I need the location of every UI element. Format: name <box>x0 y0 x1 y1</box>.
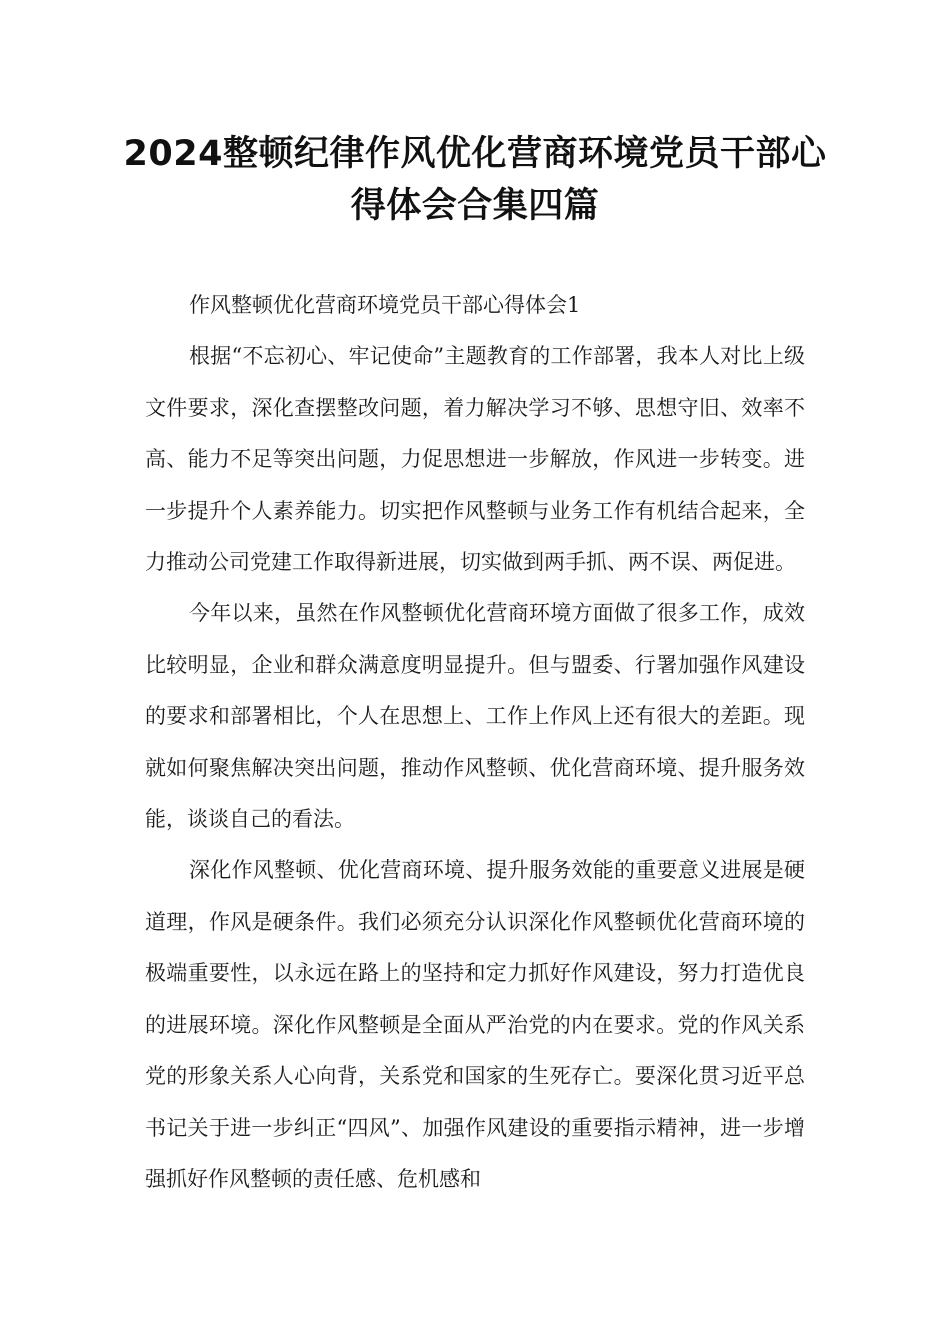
body-paragraph: 深化作风整顿、优化营商环境、提升服务效能的重要意义进展是硬道理，作风是硬条件。我们必须充分认识深化作风整顿优化营商环境的极端重要性，以永远在路上的坚持和定力抓好作风建设，努力打造优良的进展环境。深化作风整顿是全面从严治党的内在要求。党的作风关系党的形象关系人心向背，关系党和国家的生死存亡。要深化贯习近平总书记关于进一步纠正“四风”、加强作风建设的重要指示精神，进一步增强抓好作风整顿的责任感、危机感和 <box>145 858 805 1191</box>
document-title: 2024整顿纪律作风优化营商环境党员干部心得体会合集四篇 <box>123 134 827 226</box>
section-heading: 作风整顿优化营商环境党员干部心得体会1 <box>189 293 581 317</box>
body-paragraph: 根据“不忘初心、牢记使命”主题教育的工作部署，我本人对比上级文件要求，深化查摆整改问题，着力解决学习不够、思想守旧、效率不高、能力不足等突出问题，力促思想进一步解放，作风进一步转变。进一步提升个人素养能力。切实把作风整顿与业务工作有机结合起来，全力推动公司党建工作取得新进展，切实做到两手抓、两不误、两促进。 <box>145 344 805 575</box>
document-body <box>145 280 805 1205</box>
body-paragraph: 今年以来，虽然在作风整顿优化营商环境方面做了很多工作，成效比较明显，企业和群众满意度明显提升。但与盟委、行署加强作风建设的要求和部署相比，个人在思想上、工作上作风上还有很大的差距。现就如何聚焦解决突出问题，推动作风整顿、优化营商环境、提升服务效能，谈谈自己的看法。 <box>145 601 805 832</box>
